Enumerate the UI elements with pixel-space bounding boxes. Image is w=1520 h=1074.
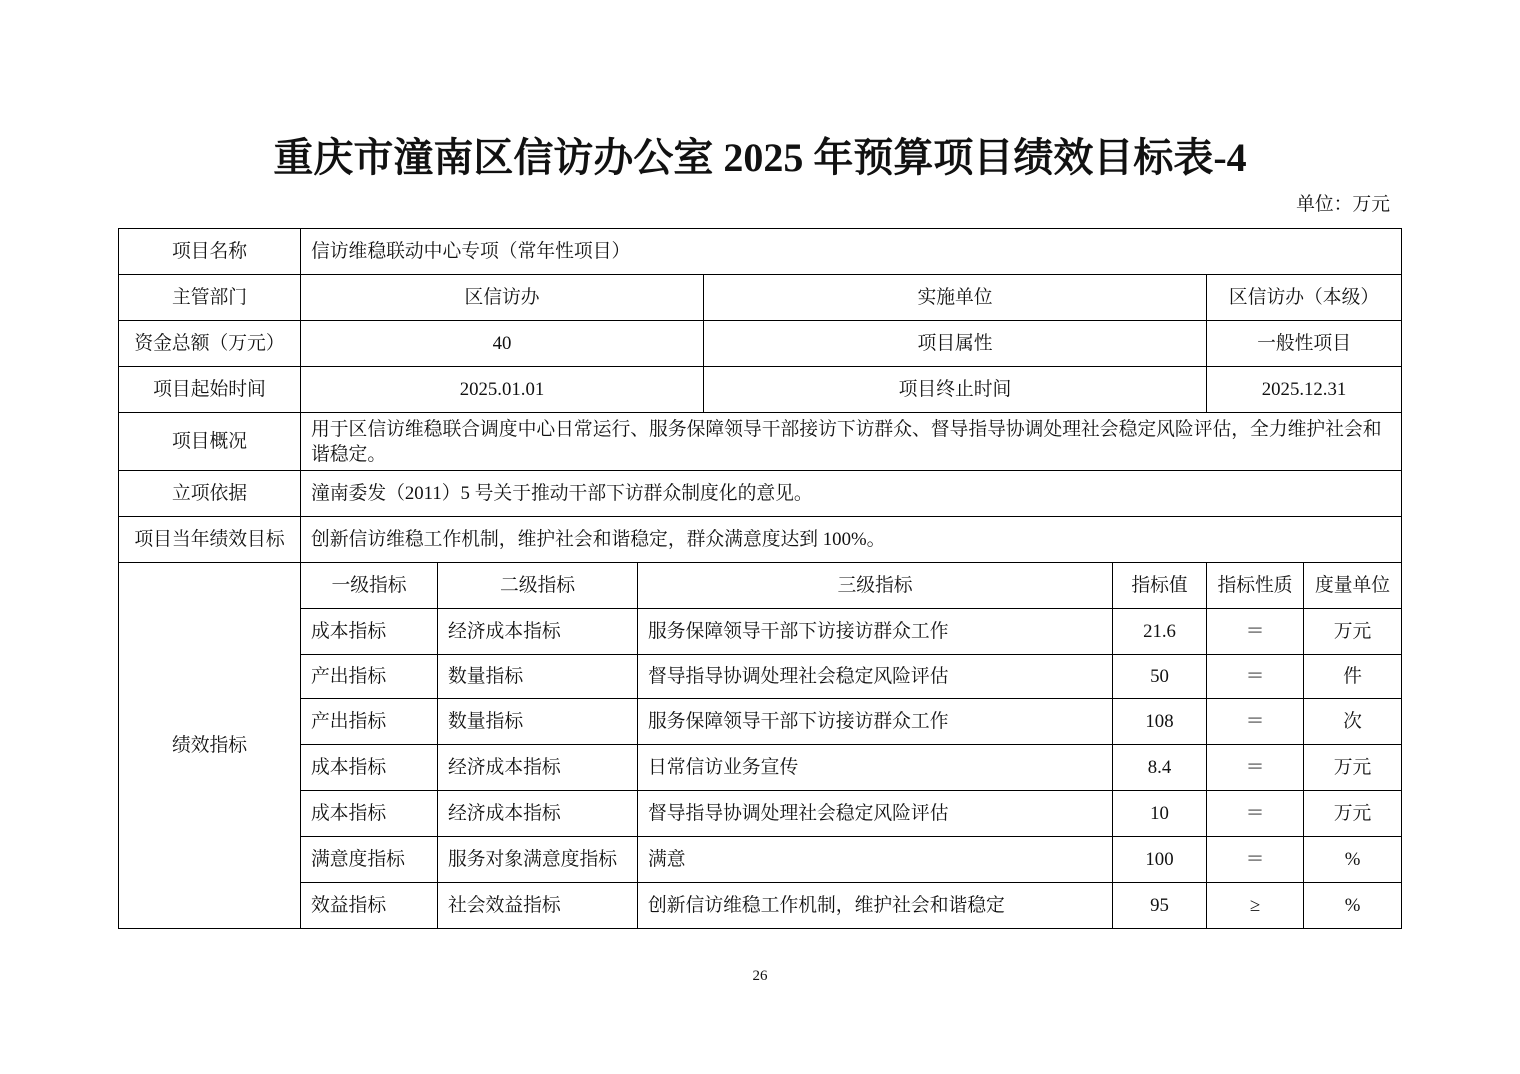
- department-label: 主管部门: [119, 275, 301, 321]
- row-department: [119, 275, 1402, 321]
- header-level2: 二级指标: [438, 563, 638, 609]
- indicator-level2: 数量指标: [438, 655, 638, 699]
- indicator-level2: 经济成本指标: [438, 745, 638, 791]
- header-unit: 度量单位: [1304, 563, 1402, 609]
- row-dates: [119, 367, 1402, 413]
- overview-label: 项目概况: [119, 413, 301, 471]
- indicator-nature: ＝: [1207, 837, 1304, 883]
- indicator-value: 21.6: [1113, 609, 1207, 655]
- indicator-unit: 万元: [1304, 791, 1402, 837]
- header-value: 指标值: [1113, 563, 1207, 609]
- indicator-row: [119, 699, 1402, 745]
- indicator-value: 100: [1113, 837, 1207, 883]
- row-overview: [119, 413, 1402, 471]
- indicator-level1: 成本指标: [301, 745, 438, 791]
- page-number: 26: [752, 968, 768, 984]
- indicator-nature: ≥: [1207, 883, 1304, 929]
- implementing-unit-label: 实施单位: [704, 275, 1207, 321]
- indicator-header-row: [119, 563, 1402, 609]
- indicator-level1: 产出指标: [301, 699, 438, 745]
- start-date-value: 2025.01.01: [301, 367, 704, 413]
- end-date-label: 项目终止时间: [704, 367, 1207, 413]
- indicator-row: [119, 609, 1402, 655]
- project-name-label: 项目名称: [119, 229, 301, 275]
- overview-value: 用于区信访维稳联合调度中心日常运行、服务保障领导干部接访下访群众、督导指导协调处理社会稳定风险评估，全力维护社会和谐稳定。: [301, 413, 1402, 471]
- annual-goal-label: 项目当年绩效目标: [119, 517, 301, 563]
- performance-target-table: [118, 228, 1402, 929]
- indicator-level3: 督导指导协调处理社会稳定风险评估: [638, 655, 1113, 699]
- indicator-unit: 次: [1304, 699, 1402, 745]
- row-fund: [119, 321, 1402, 367]
- indicator-level1: 满意度指标: [301, 837, 438, 883]
- indicator-level3: 日常信访业务宣传: [638, 745, 1113, 791]
- indicator-value: 50: [1113, 655, 1207, 699]
- header-level3: 三级指标: [638, 563, 1113, 609]
- indicator-nature: ＝: [1207, 655, 1304, 699]
- document-title: 重庆市潼南区信访办公室 2025 年预算项目绩效目标表-4: [273, 135, 1247, 180]
- implementing-unit-value: 区信访办（本级）: [1207, 275, 1402, 321]
- indicator-unit: %: [1304, 837, 1402, 883]
- indicator-level3: 服务保障领导干部下访接访群众工作: [638, 699, 1113, 745]
- indicator-level1: 成本指标: [301, 609, 438, 655]
- indicator-level3: 督导指导协调处理社会稳定风险评估: [638, 791, 1113, 837]
- project-attribute-value: 一般性项目: [1207, 321, 1402, 367]
- indicator-level3: 创新信访维稳工作机制，维护社会和谐稳定: [638, 883, 1113, 929]
- indicator-row: [119, 655, 1402, 699]
- indicator-unit: 万元: [1304, 609, 1402, 655]
- indicator-unit: 件: [1304, 655, 1402, 699]
- header-nature: 指标性质: [1207, 563, 1304, 609]
- indicator-level2: 经济成本指标: [438, 791, 638, 837]
- indicator-level2: 数量指标: [438, 699, 638, 745]
- total-fund-value: 40: [301, 321, 704, 367]
- indicator-row: [119, 883, 1402, 929]
- indicator-level2: 服务对象满意度指标: [438, 837, 638, 883]
- indicator-unit: %: [1304, 883, 1402, 929]
- row-annual-goal: [119, 517, 1402, 563]
- indicator-level1: 效益指标: [301, 883, 438, 929]
- performance-indicators-label: 绩效指标: [119, 563, 301, 929]
- indicator-value: 8.4: [1113, 745, 1207, 791]
- indicator-row: [119, 745, 1402, 791]
- row-basis: [119, 471, 1402, 517]
- department-value: 区信访办: [301, 275, 704, 321]
- annual-goal-value: 创新信访维稳工作机制，维护社会和谐稳定，群众满意度达到 100%。: [301, 517, 1402, 563]
- indicator-nature: ＝: [1207, 609, 1304, 655]
- end-date-value: 2025.12.31: [1207, 367, 1402, 413]
- indicator-nature: ＝: [1207, 745, 1304, 791]
- indicator-level3: 服务保障领导干部下访接访群众工作: [638, 609, 1113, 655]
- indicator-level2: 经济成本指标: [438, 609, 638, 655]
- indicator-level2: 社会效益指标: [438, 883, 638, 929]
- basis-label: 立项依据: [119, 471, 301, 517]
- indicator-nature: ＝: [1207, 791, 1304, 837]
- header-level1: 一级指标: [301, 563, 438, 609]
- indicator-value: 95: [1113, 883, 1207, 929]
- project-attribute-label: 项目属性: [704, 321, 1207, 367]
- indicator-level3: 满意: [638, 837, 1113, 883]
- basis-value: 潼南委发（2011）5 号关于推动干部下访群众制度化的意见。: [301, 471, 1402, 517]
- indicator-nature: ＝: [1207, 699, 1304, 745]
- indicator-level1: 成本指标: [301, 791, 438, 837]
- total-fund-label: 资金总额（万元）: [119, 321, 301, 367]
- project-name-value: 信访维稳联动中心专项（常年性项目）: [301, 229, 1402, 275]
- indicator-level1: 产出指标: [301, 655, 438, 699]
- indicator-value: 108: [1113, 699, 1207, 745]
- indicator-value: 10: [1113, 791, 1207, 837]
- indicator-row: [119, 791, 1402, 837]
- unit-note: 单位：万元: [1296, 194, 1390, 215]
- start-date-label: 项目起始时间: [119, 367, 301, 413]
- indicator-row: [119, 837, 1402, 883]
- indicator-unit: 万元: [1304, 745, 1402, 791]
- row-project-name: [119, 229, 1402, 275]
